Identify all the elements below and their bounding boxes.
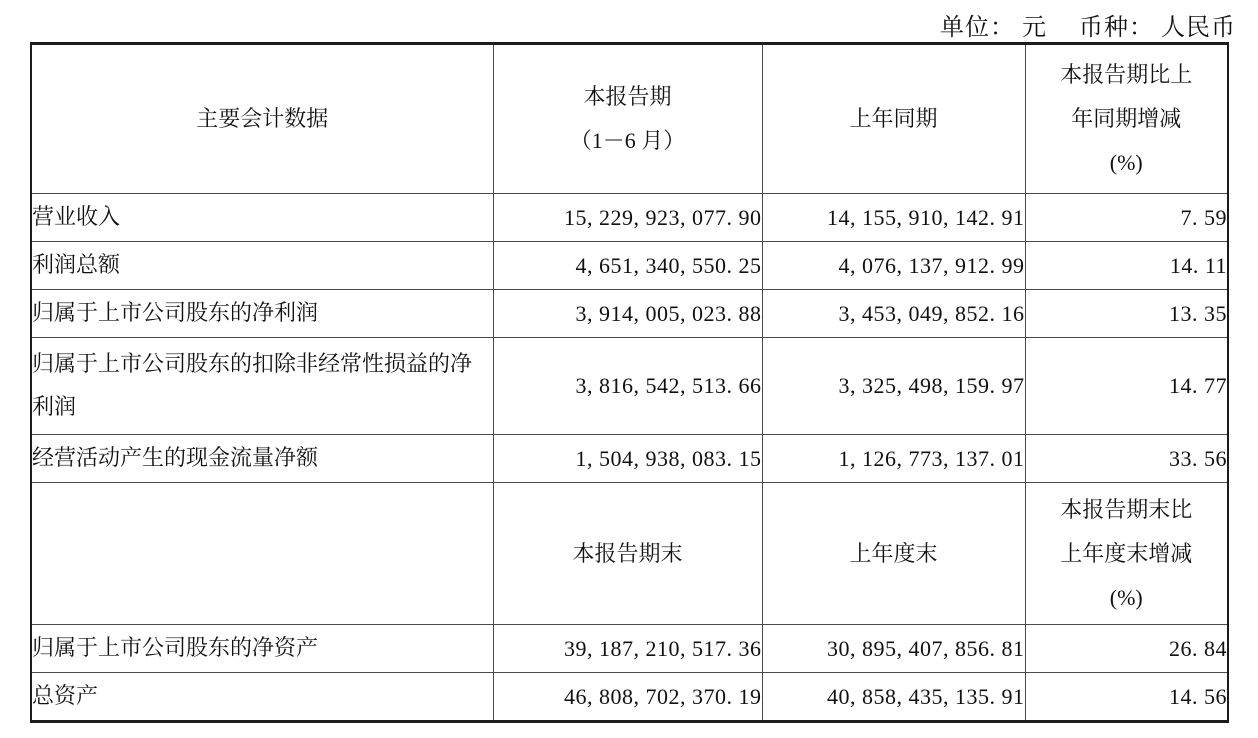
current-period-value: 15, 229, 923, 077. 90 bbox=[493, 194, 762, 242]
metric-label-cell: 利润总额 bbox=[31, 242, 493, 290]
header-prior-eod-cell: 上年度末 bbox=[762, 483, 1025, 625]
unit-currency-note: 单位： 元 币种： 人民币 bbox=[940, 15, 1236, 41]
prior-eod-value: 40, 858, 435, 135. 91 bbox=[762, 673, 1025, 722]
header-eod-change-line2: 上年度末增减 bbox=[1060, 540, 1193, 566]
metric-label-cell: 归属于上市公司股东的净利润 bbox=[31, 290, 493, 338]
header-eod-change-percent-cell bbox=[1025, 483, 1228, 625]
metric-label-cell: 营业收入 bbox=[31, 194, 493, 242]
prior-period-value: 4, 076, 137, 912. 99 bbox=[762, 242, 1025, 290]
current-period-value: 3, 816, 542, 513. 66 bbox=[493, 338, 762, 435]
prior-period-value: 1, 126, 773, 137. 01 bbox=[762, 435, 1025, 483]
current-eod-value: 46, 808, 702, 370. 19 bbox=[493, 673, 762, 722]
change-percent-value: 14. 11 bbox=[1025, 242, 1228, 290]
change-percent-value: 26. 84 bbox=[1025, 625, 1228, 673]
current-eod-value: 39, 187, 210, 517. 36 bbox=[493, 625, 762, 673]
change-percent-value: 33. 56 bbox=[1025, 435, 1228, 483]
prior-period-value: 3, 325, 498, 159. 97 bbox=[762, 338, 1025, 435]
prior-period-value: 14, 155, 910, 142. 91 bbox=[762, 194, 1025, 242]
header-change-line3: (%) bbox=[1109, 150, 1143, 175]
key-accounting-data-table bbox=[30, 42, 1229, 723]
table-row bbox=[31, 625, 1228, 673]
header-prior-period-cell: 上年同期 bbox=[762, 44, 1025, 194]
prior-eod-value: 30, 895, 407, 856. 81 bbox=[762, 625, 1025, 673]
table-row bbox=[31, 290, 1228, 338]
header-change-percent-cell bbox=[1025, 44, 1228, 194]
table-row bbox=[31, 242, 1228, 290]
current-period-value: 3, 914, 005, 023. 88 bbox=[493, 290, 762, 338]
table-header-period bbox=[31, 44, 1228, 194]
table-header-eod bbox=[31, 483, 1228, 625]
change-percent-value: 14. 77 bbox=[1025, 338, 1228, 435]
table-row bbox=[31, 194, 1228, 242]
change-percent-value: 13. 35 bbox=[1025, 290, 1228, 338]
metric-label-cell: 总资产 bbox=[31, 673, 493, 722]
header-current-period-line2: （1－6 月） bbox=[569, 128, 686, 153]
prior-period-value: 3, 453, 049, 852. 16 bbox=[762, 290, 1025, 338]
header-metric-cell: 主要会计数据 bbox=[31, 44, 493, 194]
table-row bbox=[31, 435, 1228, 483]
header-eod-change-line3: (%) bbox=[1109, 584, 1143, 610]
header-current-period-line1: 本报告期 bbox=[583, 84, 672, 109]
metric-label-cell: 归属于上市公司股东的净资产 bbox=[31, 625, 493, 673]
change-percent-value: 7. 59 bbox=[1025, 194, 1228, 242]
header-current-period-cell bbox=[493, 44, 762, 194]
current-period-value: 1, 504, 938, 083. 15 bbox=[493, 435, 762, 483]
header-change-line2: 年同期增减 bbox=[1071, 106, 1182, 131]
current-period-value: 4, 651, 340, 550. 25 bbox=[493, 242, 762, 290]
metric-label-cell: 经营活动产生的现金流量净额 bbox=[31, 435, 493, 483]
table-row bbox=[31, 673, 1228, 722]
header-eod-change-line1: 本报告期末比 bbox=[1060, 496, 1193, 522]
change-percent-value: 14. 56 bbox=[1025, 673, 1228, 722]
header-change-line1: 本报告期比上 bbox=[1060, 62, 1193, 87]
header-current-eod-cell: 本报告期末 bbox=[493, 483, 762, 625]
header-metric-empty-cell bbox=[31, 483, 493, 625]
table-row bbox=[31, 338, 1228, 435]
metric-label-cell: 归属于上市公司股东的扣除非经常性损益的净利润 bbox=[31, 338, 493, 435]
